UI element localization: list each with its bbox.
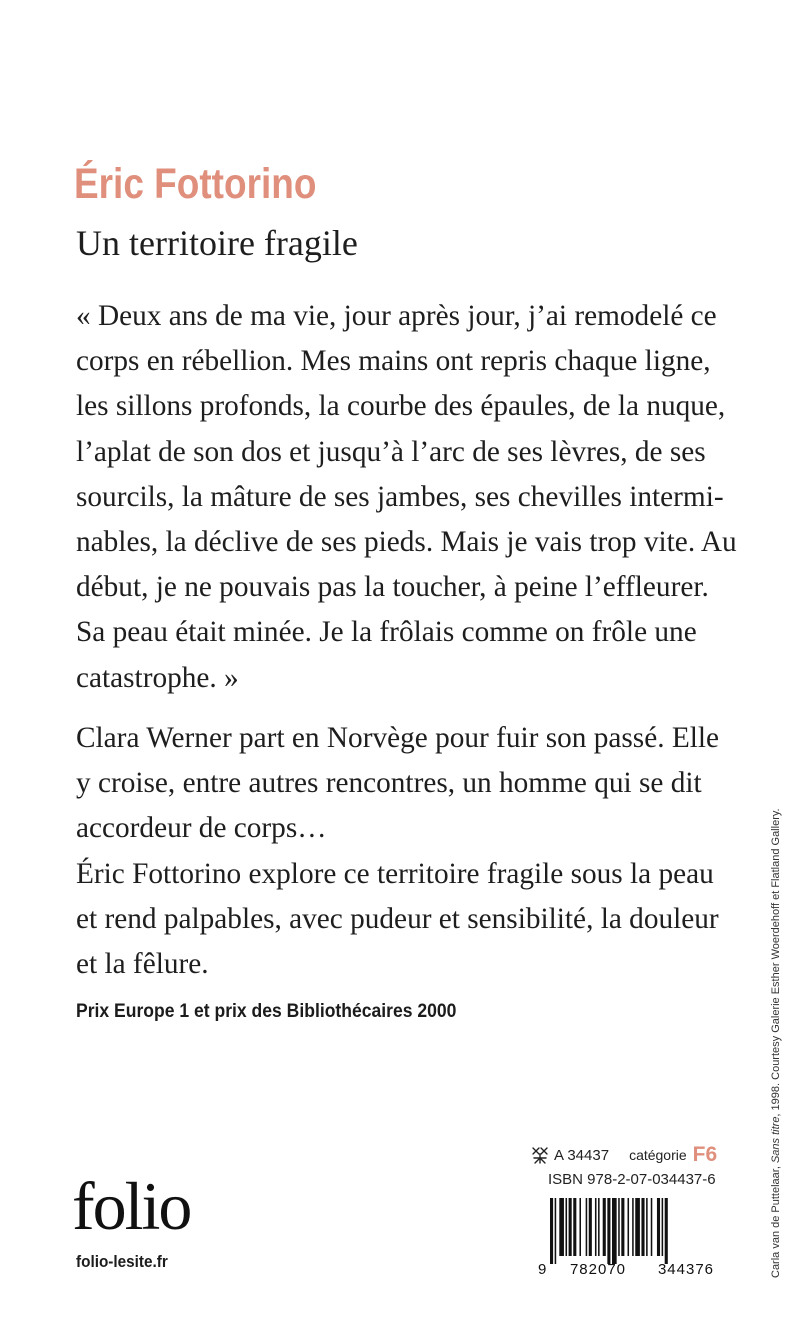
catalog-reference: A 34437 [554,1146,610,1164]
publisher-emblem-icon [530,1145,550,1165]
barcode-bar [641,1198,644,1256]
quote-line: catastrophe. » [76,661,239,694]
barcode-bar [646,1198,648,1256]
barcode-bar [628,1198,630,1256]
summary-line: et la fêlure. [76,947,209,980]
barcode-bar [566,1198,568,1256]
quote-line: « Deux ans de ma vie, jour après jour, j’ai remodelé ce [76,300,717,332]
category-value: F6 [692,1143,718,1166]
barcode-bar [595,1198,597,1256]
barcode-bar [569,1198,572,1256]
summary-line: y croise, entre autres rencontres, un homme qui se dit [76,767,702,800]
barcode-digits-left: 782070 [569,1261,627,1276]
quote-line: l’aplat de son dos et jusqu’à l’arc de ses lèvres, de ses [76,435,706,468]
credit-suffix: , 1998. Courtesy Galerie Esther Woerdehoff et Flatland Gallery. [770,808,782,1117]
quote-line: début, je ne pouvais pas la toucher, à peine l’effleurer. [76,571,709,604]
barcode-bar [635,1198,640,1256]
summary-paragraph [76,716,719,987]
quote-line: nables, la déclive de ses pieds. Mais je vais trop vite. Au [76,525,737,558]
catalog-code-line [530,1143,717,1167]
barcode-bar [662,1198,664,1256]
isbn: ISBN 978-2-07-034437-6 [548,1171,716,1188]
barcode-bar [586,1198,588,1256]
barcode-bar [632,1198,634,1256]
barcode-bar [607,1198,610,1264]
quote-line: les sillons profonds, la courbe des épaules, de la nuque, [76,390,726,423]
barcode-bar [573,1198,576,1256]
summary-line: Éric Fottorino explore ce territoire fragile sous la peau [76,857,714,890]
publisher-website: folio-lesite.fr [76,1252,168,1271]
barcode [538,1196,733,1276]
prize-line: Prix Europe 1 et prix des Bibliothécaires 2000 [76,1000,457,1022]
author-name: Éric Fottorino [74,160,317,208]
barcode-bar [555,1198,557,1264]
quote-line: Sa peau était minée. Je la frôlais comme on frôle une [76,616,697,649]
barcode-bar [657,1198,660,1256]
barcode-bar [589,1198,592,1256]
cover-credit [770,718,782,1278]
book-title: Un territoire fragile [76,223,358,263]
barcode-digit-first: 9 [538,1261,547,1276]
quote-line: sourcils, la mâture de ses jambes, ses chevilles intermi- [76,480,724,513]
summary-line: Clara Werner part en Norvège pour fuir son passé. Elle [76,722,720,754]
category-label: catégorie [629,1147,687,1163]
folio-logo: folio [72,1168,191,1244]
barcode-bars [550,1198,668,1264]
barcode-digits-right: 344376 [657,1261,715,1276]
barcode-bar [612,1198,617,1264]
barcode-bar [665,1198,668,1264]
barcode-bar [598,1198,600,1256]
barcode-bar [651,1198,653,1256]
barcode-bar [603,1198,606,1256]
barcode-bar [550,1198,553,1264]
barcode-bar [579,1198,581,1256]
credit-artwork: Sans titre [770,1116,782,1164]
credit-prefix: Carla van de Puttelaar, [770,1163,782,1278]
barcode-bar [621,1198,624,1256]
summary-line: accordeur de corps… [76,812,327,845]
quote-paragraph [76,294,737,701]
quote-line: corps en rébellion. Mes mains ont repris chaque ligne, [76,345,711,378]
barcode-bar [618,1198,620,1256]
barcode-bar [559,1198,564,1256]
summary-line: et rend palpables, avec pudeur et sensibilité, la douleur [76,902,719,935]
